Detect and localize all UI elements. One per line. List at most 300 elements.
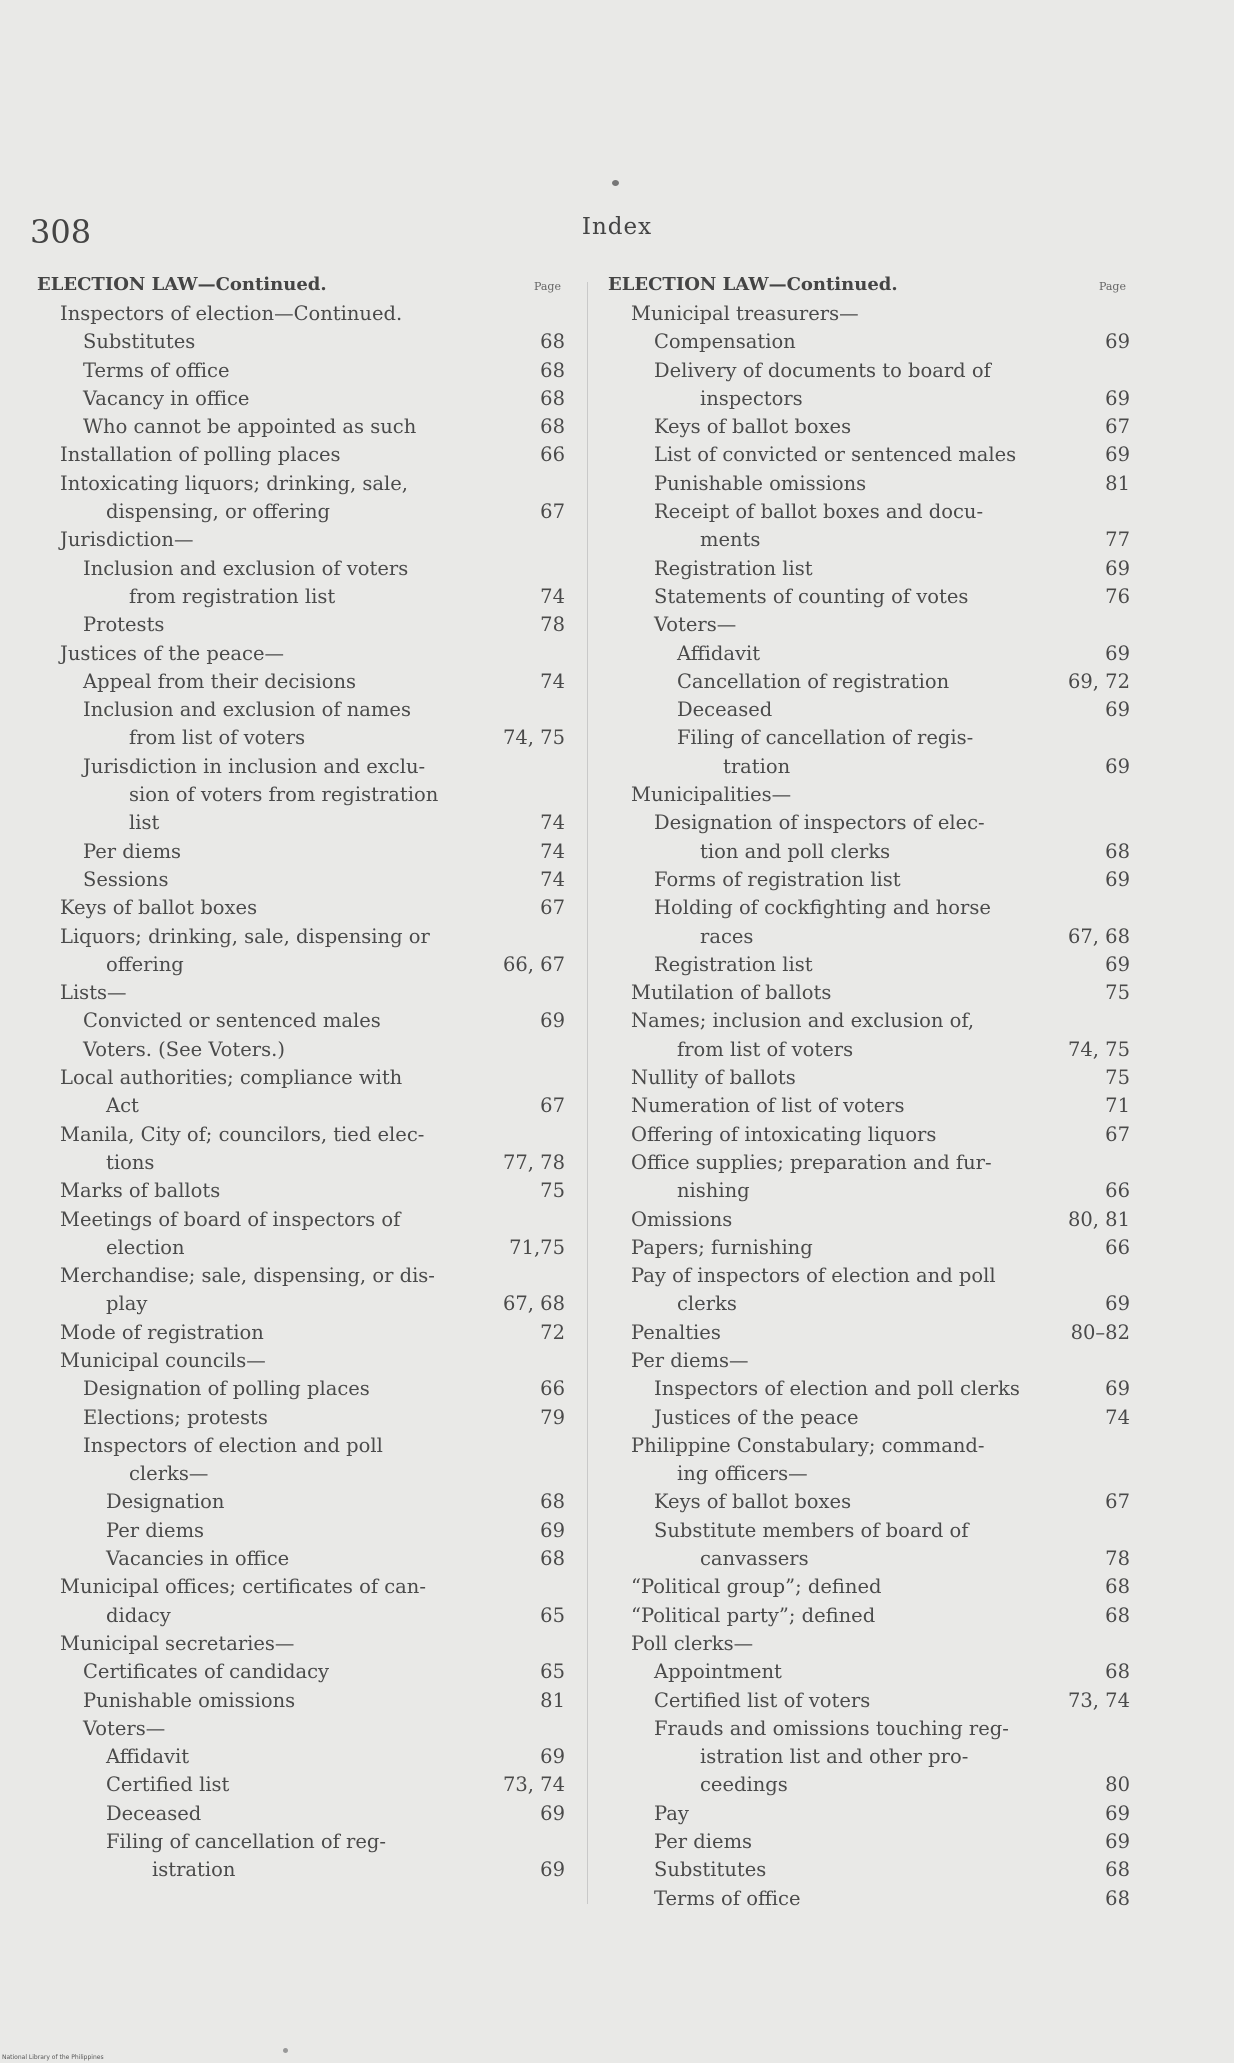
- entry-pages: 65: [540, 1603, 565, 1627]
- index-entry: [608, 668, 1130, 696]
- index-entry: [608, 1488, 1130, 1516]
- index-entry: [37, 724, 565, 752]
- column-heading-row: [37, 274, 565, 300]
- entry-text: Cancellation of registration: [677, 669, 950, 693]
- entry-pages: 67: [540, 500, 565, 524]
- index-entry: [37, 1404, 565, 1432]
- entry-pages: 81: [1105, 471, 1130, 495]
- entry-pages: 74: [540, 584, 565, 608]
- entry-text: dispensing, or offering: [106, 500, 330, 524]
- entry-pages: 66, 67: [502, 952, 565, 976]
- entry-pages: 69: [540, 1858, 565, 1882]
- entry-pages: 66: [1105, 1179, 1130, 1203]
- index-entry: [37, 413, 565, 441]
- entry-text: “Political group”; defined: [631, 1575, 882, 1599]
- index-entry: [608, 923, 1130, 951]
- entry-text: Municipal councils—: [60, 1348, 266, 1372]
- entry-text: Papers; furnishing: [631, 1235, 813, 1259]
- entry-pages: 69: [540, 1801, 565, 1825]
- page-mark: [283, 2048, 288, 2053]
- entry-text: Sessions: [83, 867, 169, 891]
- entry-pages: 68: [540, 1547, 565, 1571]
- entry-pages: 74, 75: [1067, 1037, 1130, 1061]
- entry-pages: 81: [540, 1688, 565, 1712]
- entry-text: Terms of office: [654, 1886, 801, 1910]
- entry-text: Statements of counting of votes: [654, 584, 969, 608]
- index-entry: [37, 611, 565, 639]
- index-entry: [608, 328, 1130, 356]
- entry-text: tion and poll clerks: [700, 839, 891, 863]
- page-header: Index: [581, 214, 653, 240]
- index-entry: [608, 1064, 1130, 1092]
- index-entry: [37, 951, 565, 979]
- entry-text: Voters—: [654, 613, 737, 637]
- entry-pages: 66: [540, 1377, 565, 1401]
- index-entry: [37, 1630, 565, 1658]
- index-column-left: [37, 274, 565, 1885]
- entry-text: Merchandise; sale, dispensing, or dis-: [60, 1264, 435, 1288]
- entry-pages: 65: [540, 1660, 565, 1684]
- page-number: 308: [30, 213, 92, 251]
- index-entry: [37, 979, 565, 1007]
- entry-text: sion of voters from registration: [129, 783, 439, 807]
- entry-text: from registration list: [129, 584, 336, 608]
- index-entry: [37, 583, 565, 611]
- entry-pages: 68: [540, 386, 565, 410]
- entry-pages: 75: [1105, 981, 1130, 1005]
- index-entry: [37, 1460, 565, 1488]
- index-entry: [37, 498, 565, 526]
- entry-text: Appointment: [654, 1660, 782, 1684]
- index-entry: [608, 441, 1130, 469]
- entry-text: Omissions: [631, 1207, 733, 1231]
- entry-pages: 74: [540, 811, 565, 835]
- index-entry: [37, 1432, 565, 1460]
- entry-text: Filing of cancellation of reg-: [106, 1830, 386, 1854]
- entry-text: Protests: [83, 613, 165, 637]
- index-entry: [37, 526, 565, 554]
- entry-pages: 74: [540, 867, 565, 891]
- index-entry: [37, 1262, 565, 1290]
- index-entry: [37, 1573, 565, 1601]
- index-entry: [37, 1743, 565, 1771]
- entry-text: from list of voters: [129, 726, 306, 750]
- entry-text: didacy: [106, 1603, 171, 1627]
- index-entry: [37, 894, 565, 922]
- index-entry: [608, 1036, 1130, 1064]
- entry-text: ing officers—: [677, 1462, 808, 1486]
- index-entry: [37, 809, 565, 837]
- index-entry: [37, 1715, 565, 1743]
- index-entry: [608, 979, 1130, 1007]
- entry-text: Vacancies in office: [106, 1547, 290, 1571]
- entry-pages: 75: [1105, 1066, 1130, 1090]
- entry-text: nishing: [677, 1179, 750, 1203]
- entry-pages: 69: [1105, 641, 1130, 665]
- entry-pages: 69: [1105, 1377, 1130, 1401]
- entry-text: Designation: [106, 1490, 225, 1514]
- entry-pages: 73, 74: [502, 1773, 565, 1797]
- entry-pages: 69: [1105, 330, 1130, 354]
- entry-text: Terms of office: [83, 358, 230, 382]
- entry-text: Punishable omissions: [83, 1688, 296, 1712]
- index-entry: [608, 1121, 1130, 1149]
- entry-pages: 75: [540, 1179, 565, 1203]
- entry-text: Affidavit: [106, 1745, 190, 1769]
- entry-text: Certified list of voters: [654, 1688, 871, 1712]
- index-entry: [608, 1375, 1130, 1403]
- entry-text: clerks: [677, 1292, 737, 1316]
- entry-text: Deceased: [677, 698, 773, 722]
- entry-text: Jurisdiction in inclusion and exclu-: [83, 754, 426, 778]
- index-entry: [608, 1800, 1130, 1828]
- entry-pages: 71,75: [509, 1235, 565, 1259]
- entry-text: Justices of the peace: [654, 1405, 859, 1429]
- entry-text: Installation of polling places: [60, 443, 341, 467]
- index-entry: [37, 1319, 565, 1347]
- entry-text: Municipalities—: [631, 783, 792, 807]
- entry-text: Poll clerks—: [631, 1631, 754, 1655]
- entry-pages: 69: [1105, 386, 1130, 410]
- entry-pages: 69: [540, 1518, 565, 1542]
- entry-text: Mutilation of ballots: [631, 981, 832, 1005]
- entry-text: istration list and other pro-: [700, 1745, 969, 1769]
- index-entry: [608, 838, 1130, 866]
- entry-pages: 69: [1105, 443, 1130, 467]
- entry-text: ments: [700, 528, 761, 552]
- index-entry: [608, 470, 1130, 498]
- entry-pages: 68: [540, 415, 565, 439]
- scan-footer: National Library of the Philippines: [2, 2054, 104, 2061]
- entry-pages: 68: [1105, 1886, 1130, 1910]
- index-entry: [608, 1545, 1130, 1573]
- index-entry: [608, 526, 1130, 554]
- index-entry: [37, 1488, 565, 1516]
- entry-text: play: [106, 1292, 148, 1316]
- entry-text: Elections; protests: [83, 1405, 268, 1429]
- entry-text: Receipt of ballot boxes and docu-: [654, 500, 984, 524]
- index-entry: [608, 385, 1130, 413]
- entry-text: Per diems: [654, 1830, 753, 1854]
- entry-text: Designation of polling places: [83, 1377, 370, 1401]
- index-entry: [37, 1658, 565, 1686]
- entry-text: Inspectors of election—Continued.: [60, 302, 403, 325]
- entry-pages: 74: [1105, 1405, 1130, 1429]
- entry-pages: 76: [1105, 584, 1130, 608]
- entry-text: Substitutes: [83, 330, 196, 354]
- index-entry: [37, 668, 565, 696]
- entry-text: Certificates of candidacy: [83, 1660, 330, 1684]
- index-entry: [608, 866, 1130, 894]
- entry-pages: 68: [1105, 1660, 1130, 1684]
- entry-text: Municipal secretaries—: [60, 1631, 295, 1655]
- entry-pages: 68: [540, 358, 565, 382]
- index-entry: [37, 1149, 565, 1177]
- index-entry: [608, 951, 1130, 979]
- index-entry: [37, 555, 565, 583]
- index-entry: [608, 1234, 1130, 1262]
- entry-pages: 69: [1105, 698, 1130, 722]
- entry-text: Delivery of documents to board of: [654, 358, 991, 382]
- entry-pages: 69: [1105, 556, 1130, 580]
- index-entry: [608, 1290, 1130, 1318]
- entry-text: Convicted or sentenced males: [83, 1009, 381, 1033]
- index-entry: [608, 1885, 1130, 1913]
- index-entry: [37, 1545, 565, 1573]
- index-entry: [608, 1319, 1130, 1347]
- index-entry: [608, 809, 1130, 837]
- entry-pages: 68: [1105, 1858, 1130, 1882]
- index-entry: [37, 640, 565, 668]
- index-entry: [608, 1262, 1130, 1290]
- index-entry: [37, 1687, 565, 1715]
- entry-text: tions: [106, 1150, 155, 1174]
- index-entry: [608, 1771, 1130, 1799]
- entry-pages: 79: [540, 1405, 565, 1429]
- index-entry: [608, 724, 1130, 752]
- index-entry: [608, 1149, 1130, 1177]
- entry-text: istration: [152, 1858, 236, 1882]
- index-entry: [37, 470, 565, 498]
- index-entry: [608, 1206, 1130, 1234]
- index-entry: [37, 441, 565, 469]
- entry-text: Appeal from their decisions: [83, 669, 357, 693]
- index-entry: [37, 1092, 565, 1120]
- index-entry: [37, 696, 565, 724]
- entry-text: Names; inclusion and exclusion of,: [631, 1009, 975, 1033]
- entry-pages: 67: [540, 896, 565, 920]
- entry-text: Registration list: [654, 556, 813, 580]
- entry-pages: 67, 68: [502, 1292, 565, 1316]
- index-entry: [608, 1602, 1130, 1630]
- index-entry: [608, 1573, 1130, 1601]
- index-entry: [608, 357, 1130, 385]
- entry-text: Pay: [654, 1801, 689, 1825]
- index-entry: [608, 1347, 1130, 1375]
- entry-pages: 77, 78: [502, 1150, 565, 1174]
- index-entry: [608, 1007, 1130, 1035]
- page-mark: [612, 180, 619, 186]
- entry-text: Registration list: [654, 952, 813, 976]
- entry-text: election: [106, 1235, 185, 1259]
- entry-pages: 78: [540, 613, 565, 637]
- entry-pages: 69: [1105, 867, 1130, 891]
- index-entry: [608, 1404, 1130, 1432]
- page-column-label: Page: [533, 280, 561, 293]
- index-entry: [37, 357, 565, 385]
- entry-pages: 67: [1105, 1490, 1130, 1514]
- entry-pages: 68: [540, 330, 565, 354]
- index-entry: [608, 640, 1130, 668]
- entry-text: Inspectors of election and poll clerks: [654, 1377, 1020, 1401]
- entry-text: Vacancy in office: [83, 386, 250, 410]
- entry-pages: 68: [1105, 1575, 1130, 1599]
- index-entry: [608, 413, 1130, 441]
- index-entry: [608, 1658, 1130, 1686]
- index-entry: [37, 781, 565, 809]
- entry-text: canvassers: [700, 1547, 809, 1571]
- entry-text: Inspectors of election and poll: [83, 1433, 383, 1457]
- entry-pages: 78: [1105, 1547, 1130, 1571]
- entry-text: Pay of inspectors of election and poll: [631, 1264, 996, 1288]
- entry-text: Marks of ballots: [60, 1179, 221, 1203]
- index-entry: [37, 1800, 565, 1828]
- index-entry: [37, 1234, 565, 1262]
- index-entry: [37, 1828, 565, 1856]
- column-divider: [587, 282, 588, 1904]
- entry-pages: 74: [540, 839, 565, 863]
- index-entry: [37, 1064, 565, 1092]
- entry-text: offering: [106, 952, 184, 976]
- entry-text: Deceased: [106, 1801, 202, 1825]
- index-entry: [608, 498, 1130, 526]
- index-entry: [608, 1460, 1130, 1488]
- index-entry: [608, 696, 1130, 724]
- index-entries: [608, 300, 1130, 1913]
- entry-text: Voters—: [83, 1716, 166, 1740]
- entry-text: Forms of registration list: [654, 867, 901, 891]
- index-entry: [37, 1602, 565, 1630]
- entry-text: Penalties: [631, 1320, 721, 1344]
- entry-text: Intoxicating liquors; drinking, sale,: [60, 471, 408, 495]
- entry-pages: 68: [1105, 1603, 1130, 1627]
- index-entry: [37, 385, 565, 413]
- index-entry: [608, 1715, 1130, 1743]
- entry-pages: 74, 75: [502, 726, 565, 750]
- index-entry: [608, 1828, 1130, 1856]
- index-entry: [608, 1630, 1130, 1658]
- entry-text: Substitutes: [654, 1858, 767, 1882]
- entry-text: races: [700, 924, 754, 948]
- entry-text: Nullity of ballots: [631, 1066, 796, 1090]
- entry-text: Manila, City of; councilors, tied elec-: [60, 1122, 425, 1146]
- entry-pages: 71: [1105, 1094, 1130, 1118]
- entry-pages: 67: [540, 1094, 565, 1118]
- entry-text: Keys of ballot boxes: [654, 1490, 852, 1514]
- entry-pages: 68: [540, 1490, 565, 1514]
- entry-text: Inclusion and exclusion of voters: [83, 556, 409, 580]
- entry-text: Substitute members of board of: [654, 1518, 969, 1542]
- entry-text: Voters. (See Voters.): [83, 1037, 285, 1061]
- entry-text: Certified list: [106, 1773, 230, 1797]
- entry-pages: 69: [540, 1745, 565, 1769]
- index-entry: [37, 753, 565, 781]
- entry-text: Frauds and omissions touching reg-: [654, 1716, 1009, 1740]
- entry-pages: 80, 81: [1067, 1207, 1130, 1231]
- entry-text: list: [129, 811, 160, 835]
- entry-pages: 68: [1105, 839, 1130, 863]
- index-entry: [37, 300, 565, 328]
- entry-text: Inclusion and exclusion of names: [83, 698, 411, 722]
- entry-text: Holding of cockfighting and horse: [654, 896, 991, 920]
- entry-pages: 73, 74: [1067, 1688, 1130, 1712]
- entry-pages: 69, 72: [1067, 669, 1130, 693]
- column-heading: ELECTION LAW—Continued.: [37, 274, 327, 295]
- entry-pages: 66: [540, 443, 565, 467]
- entry-pages: 67: [1105, 1122, 1130, 1146]
- entry-pages: 66: [1105, 1235, 1130, 1259]
- index-entry: [37, 1771, 565, 1799]
- entry-text: Lists—: [60, 981, 127, 1005]
- index-entry: [37, 923, 565, 951]
- entry-text: Jurisdiction—: [60, 528, 194, 552]
- index-entry: [608, 1856, 1130, 1884]
- entry-text: from list of voters: [677, 1037, 854, 1061]
- entry-pages: 69: [1105, 1830, 1130, 1854]
- index-entry: [37, 328, 565, 356]
- index-entry: [608, 753, 1130, 781]
- entry-text: “Political party”; defined: [631, 1603, 876, 1627]
- entry-text: Per diems: [106, 1518, 205, 1542]
- entry-text: Filing of cancellation of regis-: [677, 726, 974, 750]
- entry-text: Designation of inspectors of elec-: [654, 811, 985, 835]
- entry-text: Meetings of board of inspectors of: [60, 1207, 401, 1231]
- entry-pages: 77: [1105, 528, 1130, 552]
- entry-text: Philippine Constabulary; command-: [631, 1433, 985, 1457]
- index-entry: [37, 866, 565, 894]
- entry-pages: 69: [1105, 1801, 1130, 1825]
- entry-text: List of convicted or sentenced males: [654, 443, 1017, 467]
- index-column-right: [608, 274, 1130, 1913]
- entry-pages: 67, 68: [1067, 924, 1130, 948]
- entry-text: Local authorities; compliance with: [60, 1066, 403, 1090]
- index-entry: [608, 1432, 1130, 1460]
- entry-text: Affidavit: [677, 641, 761, 665]
- page-column-label: Page: [1098, 280, 1126, 293]
- entry-pages: 80: [1105, 1773, 1130, 1797]
- entry-text: Office supplies; preparation and fur-: [631, 1150, 992, 1174]
- index-entry: [608, 1687, 1130, 1715]
- entry-text: Justices of the peace—: [60, 641, 285, 665]
- entry-text: clerks—: [129, 1462, 209, 1486]
- entry-text: Punishable omissions: [654, 471, 867, 495]
- entry-pages: 69: [540, 1009, 565, 1033]
- entry-text: Keys of ballot boxes: [60, 896, 258, 920]
- entry-text: Act: [106, 1094, 139, 1118]
- index-entry: [608, 300, 1130, 328]
- entry-pages: 69: [1105, 1292, 1130, 1316]
- entry-pages: 80–82: [1070, 1320, 1130, 1344]
- entry-text: Municipal offices; certificates of can-: [60, 1575, 426, 1599]
- index-entries: [37, 300, 565, 1885]
- index-entry: [37, 1206, 565, 1234]
- entry-pages: 72: [540, 1320, 565, 1344]
- index-entry: [608, 1743, 1130, 1771]
- index-entry: [37, 1121, 565, 1149]
- entry-text: Mode of registration: [60, 1320, 264, 1344]
- entry-text: inspectors: [700, 386, 803, 410]
- index-entry: [37, 1856, 565, 1884]
- column-heading: ELECTION LAW—Continued.: [608, 274, 898, 295]
- entry-text: Keys of ballot boxes: [654, 415, 852, 439]
- index-entry: [37, 838, 565, 866]
- entry-text: Who cannot be appointed as such: [83, 415, 417, 439]
- index-entry: [608, 1177, 1130, 1205]
- entry-text: ceedings: [700, 1773, 788, 1797]
- entry-text: Per diems—: [631, 1348, 749, 1372]
- entry-pages: 74: [540, 669, 565, 693]
- index-entry: [37, 1007, 565, 1035]
- index-entry: [37, 1036, 565, 1064]
- entry-pages: 69: [1105, 754, 1130, 778]
- index-entry: [608, 611, 1130, 639]
- index-entry: [608, 583, 1130, 611]
- index-entry: [37, 1177, 565, 1205]
- entry-text: Compensation: [654, 330, 796, 354]
- entry-text: Per diems: [83, 839, 182, 863]
- index-entry: [37, 1290, 565, 1318]
- index-entry: [608, 555, 1130, 583]
